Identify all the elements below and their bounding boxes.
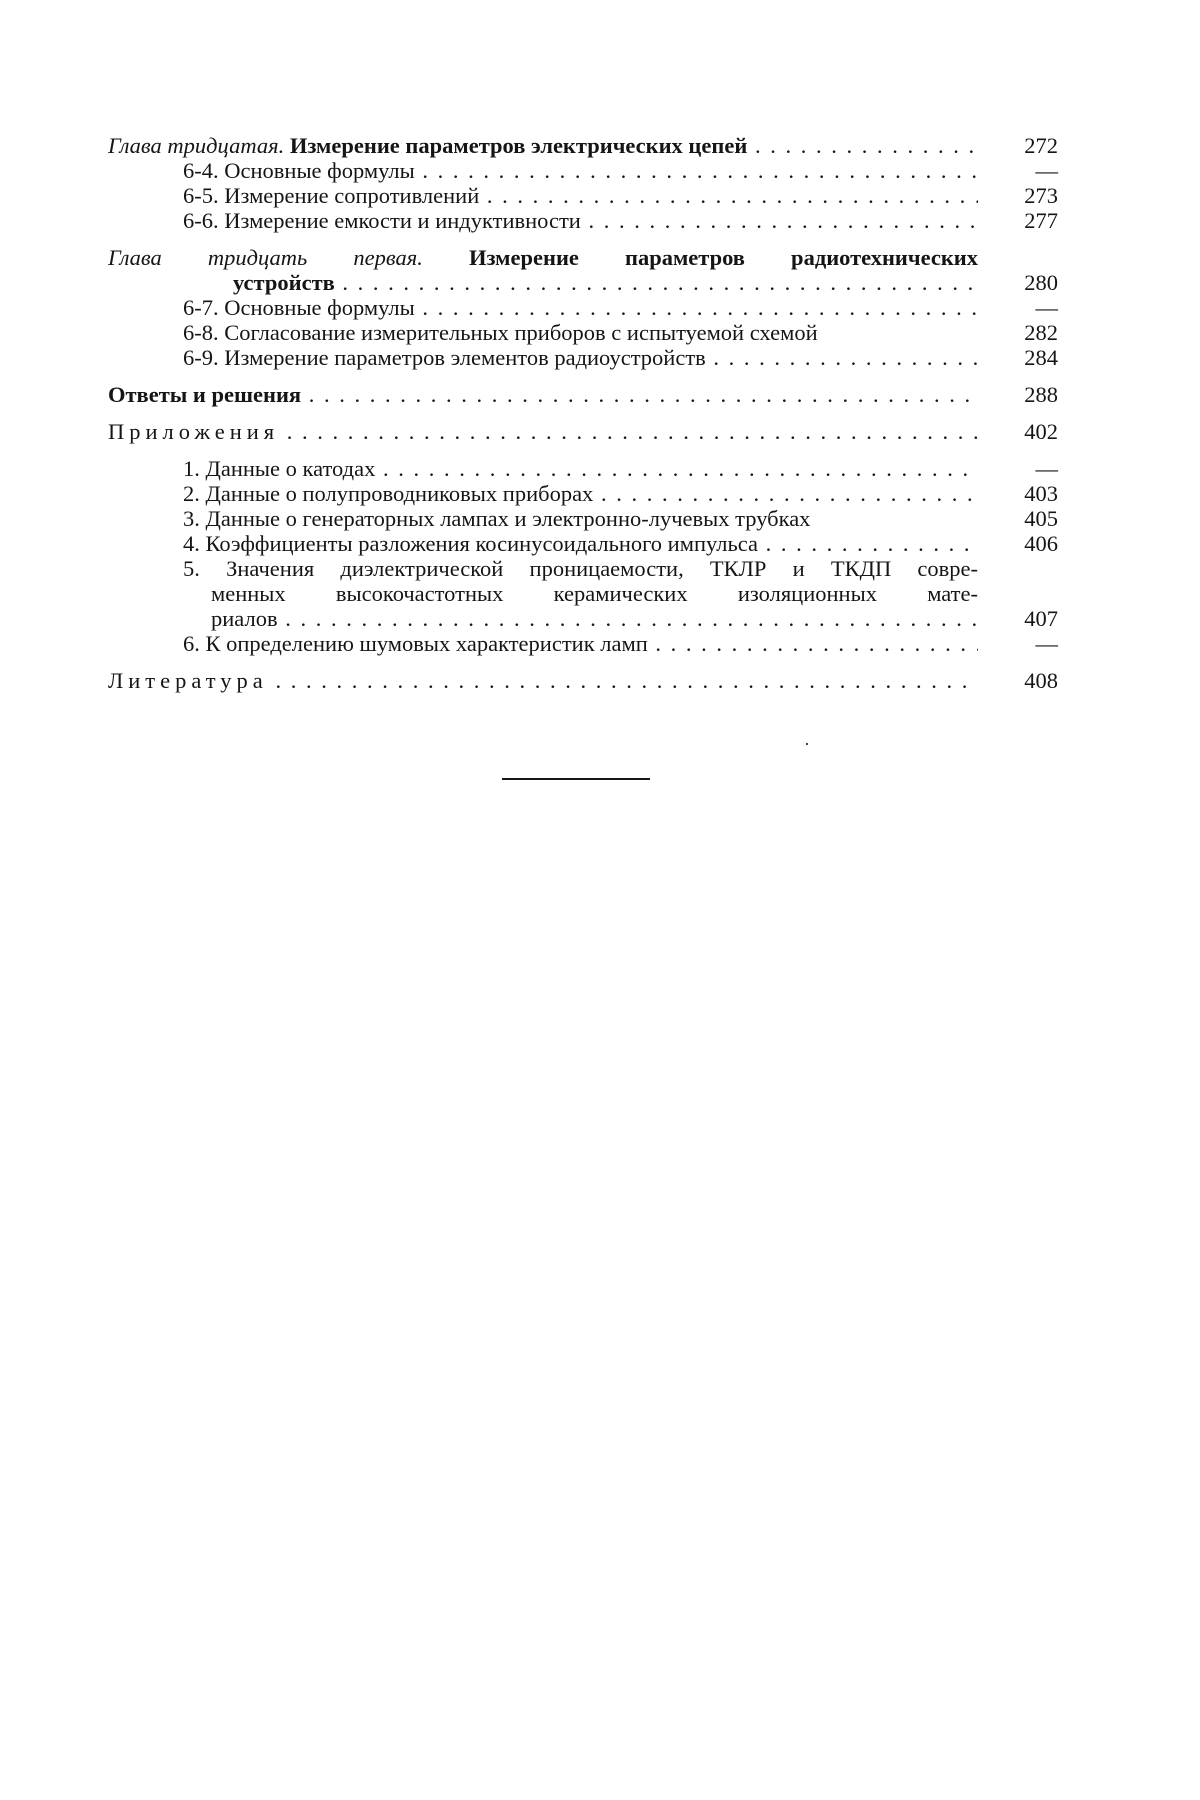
table-of-contents [108, 133, 1058, 693]
section-number: 6-7. [183, 295, 219, 320]
section-page: — [1035, 158, 1058, 183]
appendix-item-page: — [1035, 631, 1058, 656]
toc-entry-section-6-5[interactable] [108, 183, 1058, 208]
appendix-number: 5. [183, 556, 200, 581]
literature-page: 408 [1024, 668, 1058, 693]
appendix-item-title-line-3: риалов [211, 606, 278, 631]
toc-entry-section-6-4[interactable] [108, 158, 1058, 183]
chapter-30-title: Измерение параметров электрических цепей [289, 133, 748, 158]
toc-entry-appendix-2[interactable] [108, 481, 1058, 506]
end-rule-divider [502, 778, 650, 780]
toc-entry-appendix-5-line-3[interactable] [108, 606, 1058, 631]
toc-entry-appendix-4[interactable] [108, 531, 1058, 556]
chapter-31-page: 280 [1024, 270, 1058, 295]
toc-entry-appendix-5-line-2[interactable] [108, 581, 1058, 606]
toc-entry-section-6-9[interactable] [108, 345, 1058, 370]
section-number: 6-5. [183, 183, 219, 208]
chapter-31-title-line-1: Измерение параметров радиотехнических [468, 245, 978, 270]
section-page: 284 [1024, 345, 1058, 370]
toc-entry-appendix-6[interactable] [108, 631, 1058, 656]
toc-entry-appendix-5[interactable] [108, 556, 1058, 581]
section-number: 6-4. [183, 158, 219, 183]
appendix-number: 2. [183, 481, 200, 506]
chapter-30-page: 272 [1024, 133, 1058, 158]
section-page: 277 [1024, 208, 1058, 233]
toc-entry-answers[interactable] [108, 382, 1058, 407]
section-title: Измерение емкости и индуктивности [224, 208, 581, 233]
chapter-30-prefix: Глава тридцатая. [108, 133, 285, 158]
literature-title: Литература [108, 668, 268, 693]
section-title: Измерение сопротивлений [224, 183, 480, 208]
appendix-item-title: Данные о генераторных лампах и электронно-лучевых трубках [205, 506, 811, 531]
chapter-31-prefix: Глава тридцать первая. [108, 245, 423, 270]
appendix-item-page: 403 [1024, 481, 1058, 506]
chapter-31-title-line-2: устройств [233, 270, 335, 295]
section-title: Согласование измерительных приборов с испытуемой схемой [224, 320, 818, 345]
section-page: 282 [1024, 320, 1058, 345]
appendix-item-title: Данные о катодах [205, 456, 376, 481]
section-page: — [1035, 295, 1058, 320]
toc-entry-chapter-31-continued[interactable] [108, 270, 1058, 295]
toc-entry-literature[interactable] [108, 668, 1058, 693]
appendix-item-title: Коэффициенты разложения косинусоидального импульса [205, 531, 758, 556]
toc-entry-appendix-3[interactable] [108, 506, 1058, 531]
appendix-item-page: 407 [1024, 606, 1058, 631]
appendix-item-title-line-1: Значения диэлектрической проницаемости, ТКЛР и ТКДП совре- [226, 556, 978, 581]
appendix-number: 1. [183, 456, 200, 481]
toc-entry-appendix-1[interactable] [108, 456, 1058, 481]
section-title: Основные формулы [224, 295, 415, 320]
appendix-item-page: — [1035, 456, 1058, 481]
answers-page: 288 [1024, 382, 1058, 407]
appendix-title: Приложения [108, 419, 280, 444]
section-title: Основные формулы [224, 158, 415, 183]
appendix-page: 402 [1024, 419, 1058, 444]
toc-entry-chapter-31[interactable] [108, 245, 1058, 270]
toc-entry-section-6-6[interactable] [108, 208, 1058, 233]
appendix-item-title: Данные о полупроводниковых приборах [205, 481, 594, 506]
appendix-item-page: 406 [1024, 531, 1058, 556]
toc-entry-section-6-8[interactable] [108, 320, 1058, 345]
appendix-item-title-line-2: менных высокочастотных керамических изоляционных мате- [211, 581, 978, 606]
appendix-item-page: 405 [1024, 506, 1058, 531]
appendix-number: 3. [183, 506, 200, 531]
section-page: 273 [1024, 183, 1058, 208]
appendix-item-title: К определению шумовых характеристик ламп [205, 631, 648, 656]
section-number: 6-8. [183, 320, 219, 345]
answers-title: Ответы и решения [108, 382, 302, 407]
scan-speck [806, 743, 808, 745]
appendix-number: 6. [183, 631, 200, 656]
section-number: 6-9. [183, 345, 219, 370]
toc-entry-chapter-30[interactable] [108, 133, 1058, 158]
section-number: 6-6. [183, 208, 219, 233]
toc-entry-section-6-7[interactable] [108, 295, 1058, 320]
section-title: Измерение параметров элементов радиоустройств [224, 345, 706, 370]
appendix-number: 4. [183, 531, 200, 556]
toc-entry-appendix[interactable] [108, 419, 1058, 444]
